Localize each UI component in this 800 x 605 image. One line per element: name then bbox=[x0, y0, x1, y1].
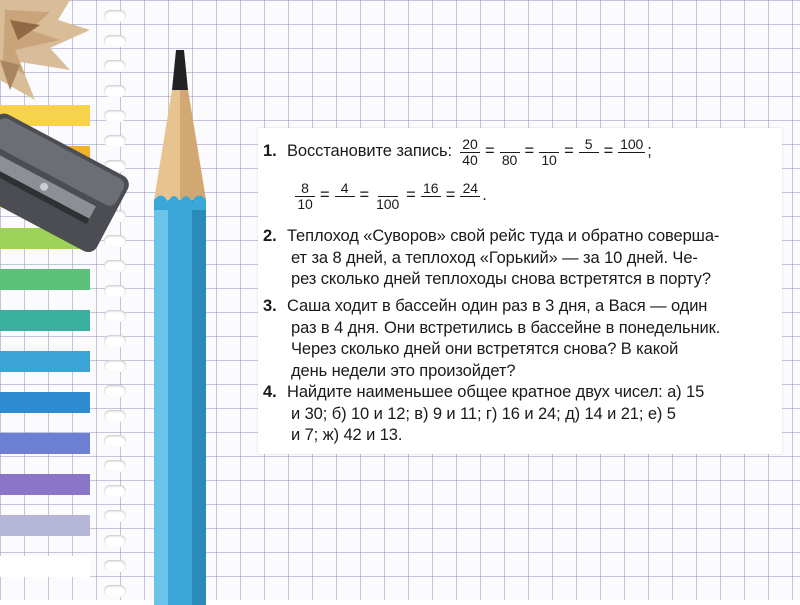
notebook-hole bbox=[104, 260, 126, 272]
notebook-hole bbox=[104, 535, 126, 547]
fraction-denominator: 10 bbox=[297, 195, 313, 212]
fraction-denominator bbox=[335, 197, 355, 212]
task-2-line-2: ет за 8 дней, а теплоход «Горький» — за 10 дней. Че- bbox=[291, 248, 698, 267]
pencil-image bbox=[140, 40, 220, 605]
fraction-numerator bbox=[378, 181, 398, 197]
notebook-hole bbox=[104, 510, 126, 522]
fraction bbox=[421, 181, 441, 212]
task-4-line-3: и 7; ж) 42 и 13. bbox=[291, 426, 403, 444]
task-3-line-3: Через сколько дней они встретятся снова? В какой bbox=[291, 340, 679, 358]
task-card bbox=[258, 128, 782, 454]
equals-sign: = bbox=[524, 142, 535, 161]
fraction-denominator bbox=[579, 153, 599, 168]
fraction bbox=[295, 181, 315, 212]
notebook-hole bbox=[104, 60, 126, 72]
pencil-sharpener-image bbox=[0, 110, 130, 260]
fraction-denominator bbox=[421, 197, 441, 212]
pencil-shavings-image bbox=[0, 0, 95, 110]
fraction-numerator bbox=[500, 137, 520, 153]
equals-sign: = bbox=[484, 142, 495, 161]
fraction-denominator bbox=[622, 153, 642, 168]
fraction-denominator bbox=[460, 197, 480, 212]
notebook-hole bbox=[104, 10, 126, 22]
notebook-hole bbox=[104, 35, 126, 47]
color-strip bbox=[0, 556, 90, 577]
notebook-hole bbox=[104, 460, 126, 472]
notebook-hole bbox=[104, 310, 126, 322]
fraction bbox=[579, 137, 599, 168]
fraction-denominator: 80 bbox=[501, 151, 518, 168]
notebook-hole bbox=[104, 410, 126, 422]
notebook-hole bbox=[104, 360, 126, 372]
color-strip bbox=[0, 515, 90, 536]
equals-sign: = bbox=[406, 186, 416, 205]
notebook-hole bbox=[104, 385, 126, 397]
task-2-line-3: рез сколько дней теплоходы снова встретятся в порту? bbox=[291, 270, 711, 288]
fraction bbox=[618, 137, 645, 168]
fraction-numerator: 24 bbox=[460, 181, 480, 197]
task-number: 2. bbox=[263, 227, 277, 245]
equals-sign: = bbox=[359, 186, 370, 205]
notebook-hole bbox=[104, 485, 126, 497]
fraction bbox=[500, 137, 520, 168]
equals-sign: = bbox=[564, 142, 574, 161]
row-1-end: ; bbox=[647, 142, 652, 161]
fraction bbox=[374, 181, 401, 212]
fraction-row-2 bbox=[293, 181, 482, 212]
task-number: 4. bbox=[263, 383, 277, 401]
task-2 bbox=[263, 226, 772, 291]
task-number: 1. bbox=[263, 142, 277, 161]
task-3-line-2: раз в 4 дня. Они встретились в бассейне в понедельник. bbox=[291, 318, 721, 337]
fraction-denominator: 40 bbox=[462, 151, 478, 168]
color-strip bbox=[0, 433, 90, 454]
equals-sign: = bbox=[320, 186, 330, 205]
fraction bbox=[460, 137, 480, 168]
fraction bbox=[335, 181, 355, 212]
fraction-numerator: 4 bbox=[335, 181, 355, 197]
color-strip bbox=[0, 351, 90, 372]
fraction-numerator bbox=[539, 137, 559, 153]
task-3-line-1: Саша ходит в бассейн один раз в 3 дня, а Вася — один bbox=[287, 297, 708, 315]
fraction-numerator: 5 bbox=[579, 137, 599, 153]
fraction-numerator: 8 bbox=[295, 181, 315, 197]
color-strip bbox=[0, 392, 90, 413]
notebook-hole bbox=[104, 85, 126, 97]
color-strip bbox=[0, 310, 90, 331]
task-3 bbox=[263, 296, 772, 382]
task-1-label: Восстановите запись: bbox=[287, 142, 452, 161]
color-strip bbox=[0, 269, 90, 290]
notebook-hole bbox=[104, 335, 126, 347]
fraction-numerator: 16 bbox=[421, 181, 441, 197]
notebook-hole bbox=[104, 585, 126, 597]
fraction bbox=[539, 137, 559, 168]
task-4-line-2: и 30; б) 10 и 12; в) 9 и 11; г) 16 и 24; д) 14 и 21; е) 5 bbox=[291, 404, 676, 423]
fraction bbox=[460, 181, 480, 212]
task-4-line-1: Найдите наименьшее общее кратное двух чисел: а) 15 bbox=[287, 383, 705, 401]
fraction-row-1 bbox=[458, 137, 647, 168]
equals-sign: = bbox=[603, 142, 614, 161]
task-2-line-1: Теплоход «Суворов» свой рейс туда и обратно соверша- bbox=[287, 227, 720, 245]
equals-sign: = bbox=[445, 186, 456, 205]
fraction-numerator: 100 bbox=[620, 135, 644, 152]
fraction-numerator: 20 bbox=[460, 137, 480, 153]
notebook-hole bbox=[104, 560, 126, 572]
task-1 bbox=[263, 134, 772, 216]
notebook-hole bbox=[104, 435, 126, 447]
task-4 bbox=[263, 382, 772, 447]
row-2-end: . bbox=[482, 186, 487, 205]
fraction-denominator: 100 bbox=[376, 195, 400, 212]
notebook-hole bbox=[104, 285, 126, 297]
fraction-denominator: 10 bbox=[541, 151, 557, 168]
task-3-line-4: день недели это произойдет? bbox=[291, 361, 516, 380]
task-number: 3. bbox=[263, 297, 277, 315]
color-strip bbox=[0, 474, 90, 495]
